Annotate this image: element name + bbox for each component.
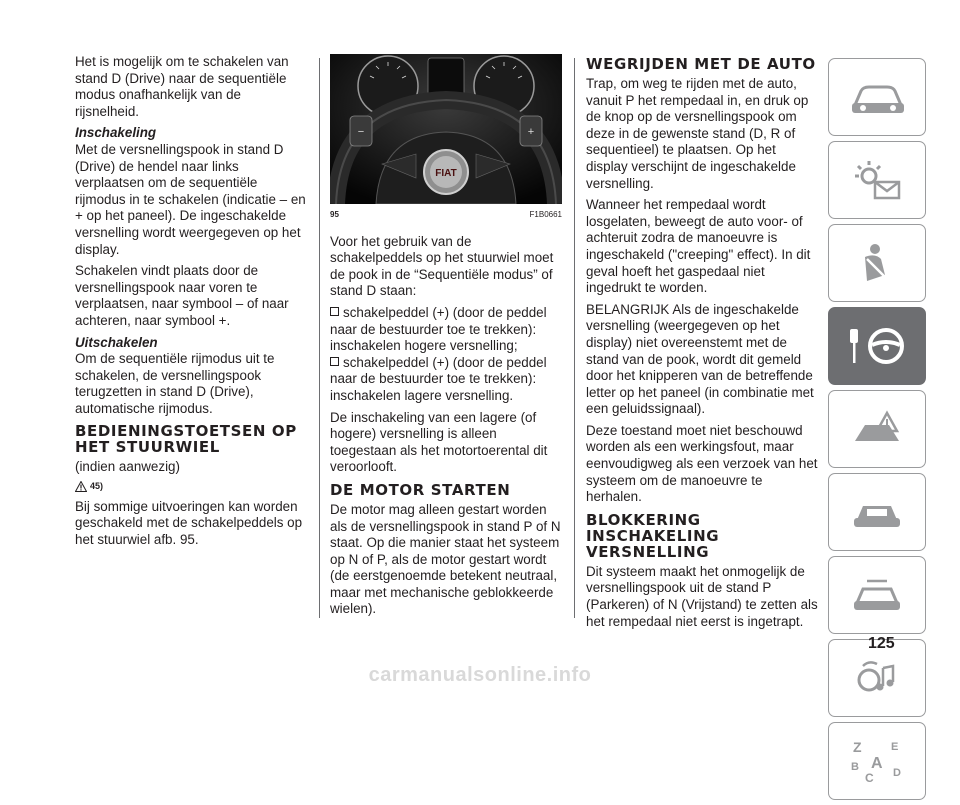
figure-number: 95 <box>330 210 339 219</box>
paragraph: De inschakeling van een lagere (of hogere) versnelling is alleen toegestaan als het motortoerental dit veroorlooft. <box>330 409 548 475</box>
paragraph: Schakelen vindt plaats door de versnellingspook naar voren te verplaatsen, naar symbool – of naar achteren, naar symbool +. <box>75 263 289 328</box>
index-letter-a: A <box>871 755 883 772</box>
paragraph: BELANGRIJK Als de ingeschakelde versnelling (weergegeven op het display) niet overeenstemt met de stand van de pook, wordt dit gemeld door het knipperen van de betreffende letter op het paneel (in combinatie met een geluidssignaal). <box>586 301 814 417</box>
column-2 <box>330 54 562 623</box>
column-1 <box>75 54 307 553</box>
emergency-icon <box>847 407 907 451</box>
bullet-text: schakelpeddel (+) (door de peddel naar de bestuurder toe te trekken): inschakelen hogere versnelling; <box>330 304 547 354</box>
paragraph: Wanneer het rempedaal wordt losgelaten, beweegt de auto voor- of achteruit zodra de manoeuvre is ingeschakeld ("creeping" effect). In dit geval hoeft het gaspedaal niet ingedrukt te worden. <box>586 197 811 296</box>
paragraph: De motor mag alleen gestart worden als de versnellingspook in stand P of N staat. Op die manier staat het systeem op N of P, als de motor gestart wordt (de eerstgenoemde betekent neutraal, maar met mechanische geblokkeerde wielen). <box>330 501 561 617</box>
tab-emergency[interactable] <box>828 390 926 468</box>
index-letter-b: B <box>851 761 859 773</box>
warning-lights-icon <box>847 158 907 202</box>
chapter-tabs <box>828 58 926 805</box>
tab-technical-data[interactable] <box>828 556 926 634</box>
steering-wheel-image <box>330 54 562 204</box>
tab-starting-driving[interactable] <box>828 307 926 385</box>
paragraph: Trap, om weg te rijden met de auto, vanuit P het rempedaal in, en druk op de knop op de versnellingspook om deze in de gewenste stand (D, R of sequentieel) te plaatsen. Op het display verschijnt de ingeschakelde versnelling. <box>586 76 809 191</box>
paragraph: Met de versnellingspook in stand D (Drive) de hendel naar links verplaatsen om de sequentiële rijmodus in te schakelen (indicatie – en + op het paneel). De ingeschakelde versnelling wordt weergegeven op het display. <box>75 141 306 257</box>
bullet-text: schakelpeddel (+) (door de peddel naar de bestuurder toe te trekken): inschakelen lagere versnelling. <box>330 354 547 403</box>
technical-data-icon <box>847 573 907 617</box>
figure-caption <box>330 207 562 224</box>
paragraph: Dit systeem maakt het onmogelijk de versnellingspook uit de stand P (Parkeren) of N (Vrijstand) te zetten als het rempedaal niet eerst is ingetrapt. <box>586 563 818 629</box>
warning-triangle-icon <box>75 481 87 492</box>
tab-index[interactable] <box>828 722 926 800</box>
section-heading: BLOKKERING INSCHAKELING VERSNELLING <box>586 510 720 561</box>
index-letter-e: E <box>891 741 899 753</box>
brand-logo-text: FIAT <box>435 168 457 179</box>
bullet-item <box>330 305 562 355</box>
steering-wheel-figure <box>330 54 562 204</box>
tab-dashboard[interactable] <box>828 58 926 136</box>
subheading-uitschakelen: Uitschakelen <box>75 334 158 350</box>
paragraph: (indien aanwezig) <box>75 459 180 475</box>
watermark-footer: carmanualsonline.info <box>368 664 592 686</box>
paddle-minus-label: − <box>357 126 365 138</box>
paddle-plus-label: + <box>527 126 535 138</box>
index-icon <box>847 738 907 784</box>
tab-safety[interactable] <box>828 224 926 302</box>
car-dashboard-icon <box>847 75 907 119</box>
column-divider <box>574 58 575 618</box>
paragraph: Het is mogelijk om te schakelen van stand D (Drive) naar de sequentiële modus onafhankelijk van de rijsnelheid. <box>75 54 289 119</box>
section-heading: BEDIENINGSTOETSEN OP HET STUURWIEL <box>75 422 297 457</box>
column-3 <box>586 54 818 635</box>
square-bullet-icon <box>330 357 339 366</box>
paragraph: Om de sequentiële rijmodus uit te schakelen, de versnellingspook terugzetten in stand D (Drive), automatische rijmodus. <box>75 351 275 416</box>
paragraph: Deze toestand moet niet beschouwd worden als een werkingsfout, maar eenvoudigweg als een verzoek van het systeem om de manoeuvre te herhalen. <box>586 422 818 505</box>
column-divider <box>319 58 320 618</box>
paragraph: Voor het gebruik van de schakelpeddels op het stuurwiel moet de pook in de “Sequentiële modus” of stand D staan: <box>330 233 554 299</box>
bullet-item <box>330 355 562 405</box>
section-heading: WEGRIJDEN MET DE AUTO <box>586 55 816 73</box>
index-letter-z: Z <box>853 739 862 755</box>
section-heading: DE MOTOR STARTEN <box>330 480 511 499</box>
subheading-inschakeling: Inschakeling <box>75 125 157 141</box>
paragraph: Bij sommige uitvoeringen kan worden geschakeld met de schakelpeddels op het stuurwiel afb. 95. <box>75 498 303 547</box>
figure-code: F1B0661 <box>529 210 562 219</box>
seat-safety-icon <box>847 241 907 285</box>
square-bullet-icon <box>330 307 339 316</box>
index-letter-c: C <box>865 771 874 784</box>
warning-reference <box>75 478 307 495</box>
tab-warning-lights[interactable] <box>828 141 926 219</box>
maintenance-car-icon <box>847 490 907 534</box>
tab-maintenance[interactable] <box>828 473 926 551</box>
warning-ref-number: 45) <box>90 481 104 492</box>
key-steering-icon <box>842 321 912 371</box>
index-letter-d: D <box>893 767 901 779</box>
page-number: 125 <box>868 635 895 652</box>
